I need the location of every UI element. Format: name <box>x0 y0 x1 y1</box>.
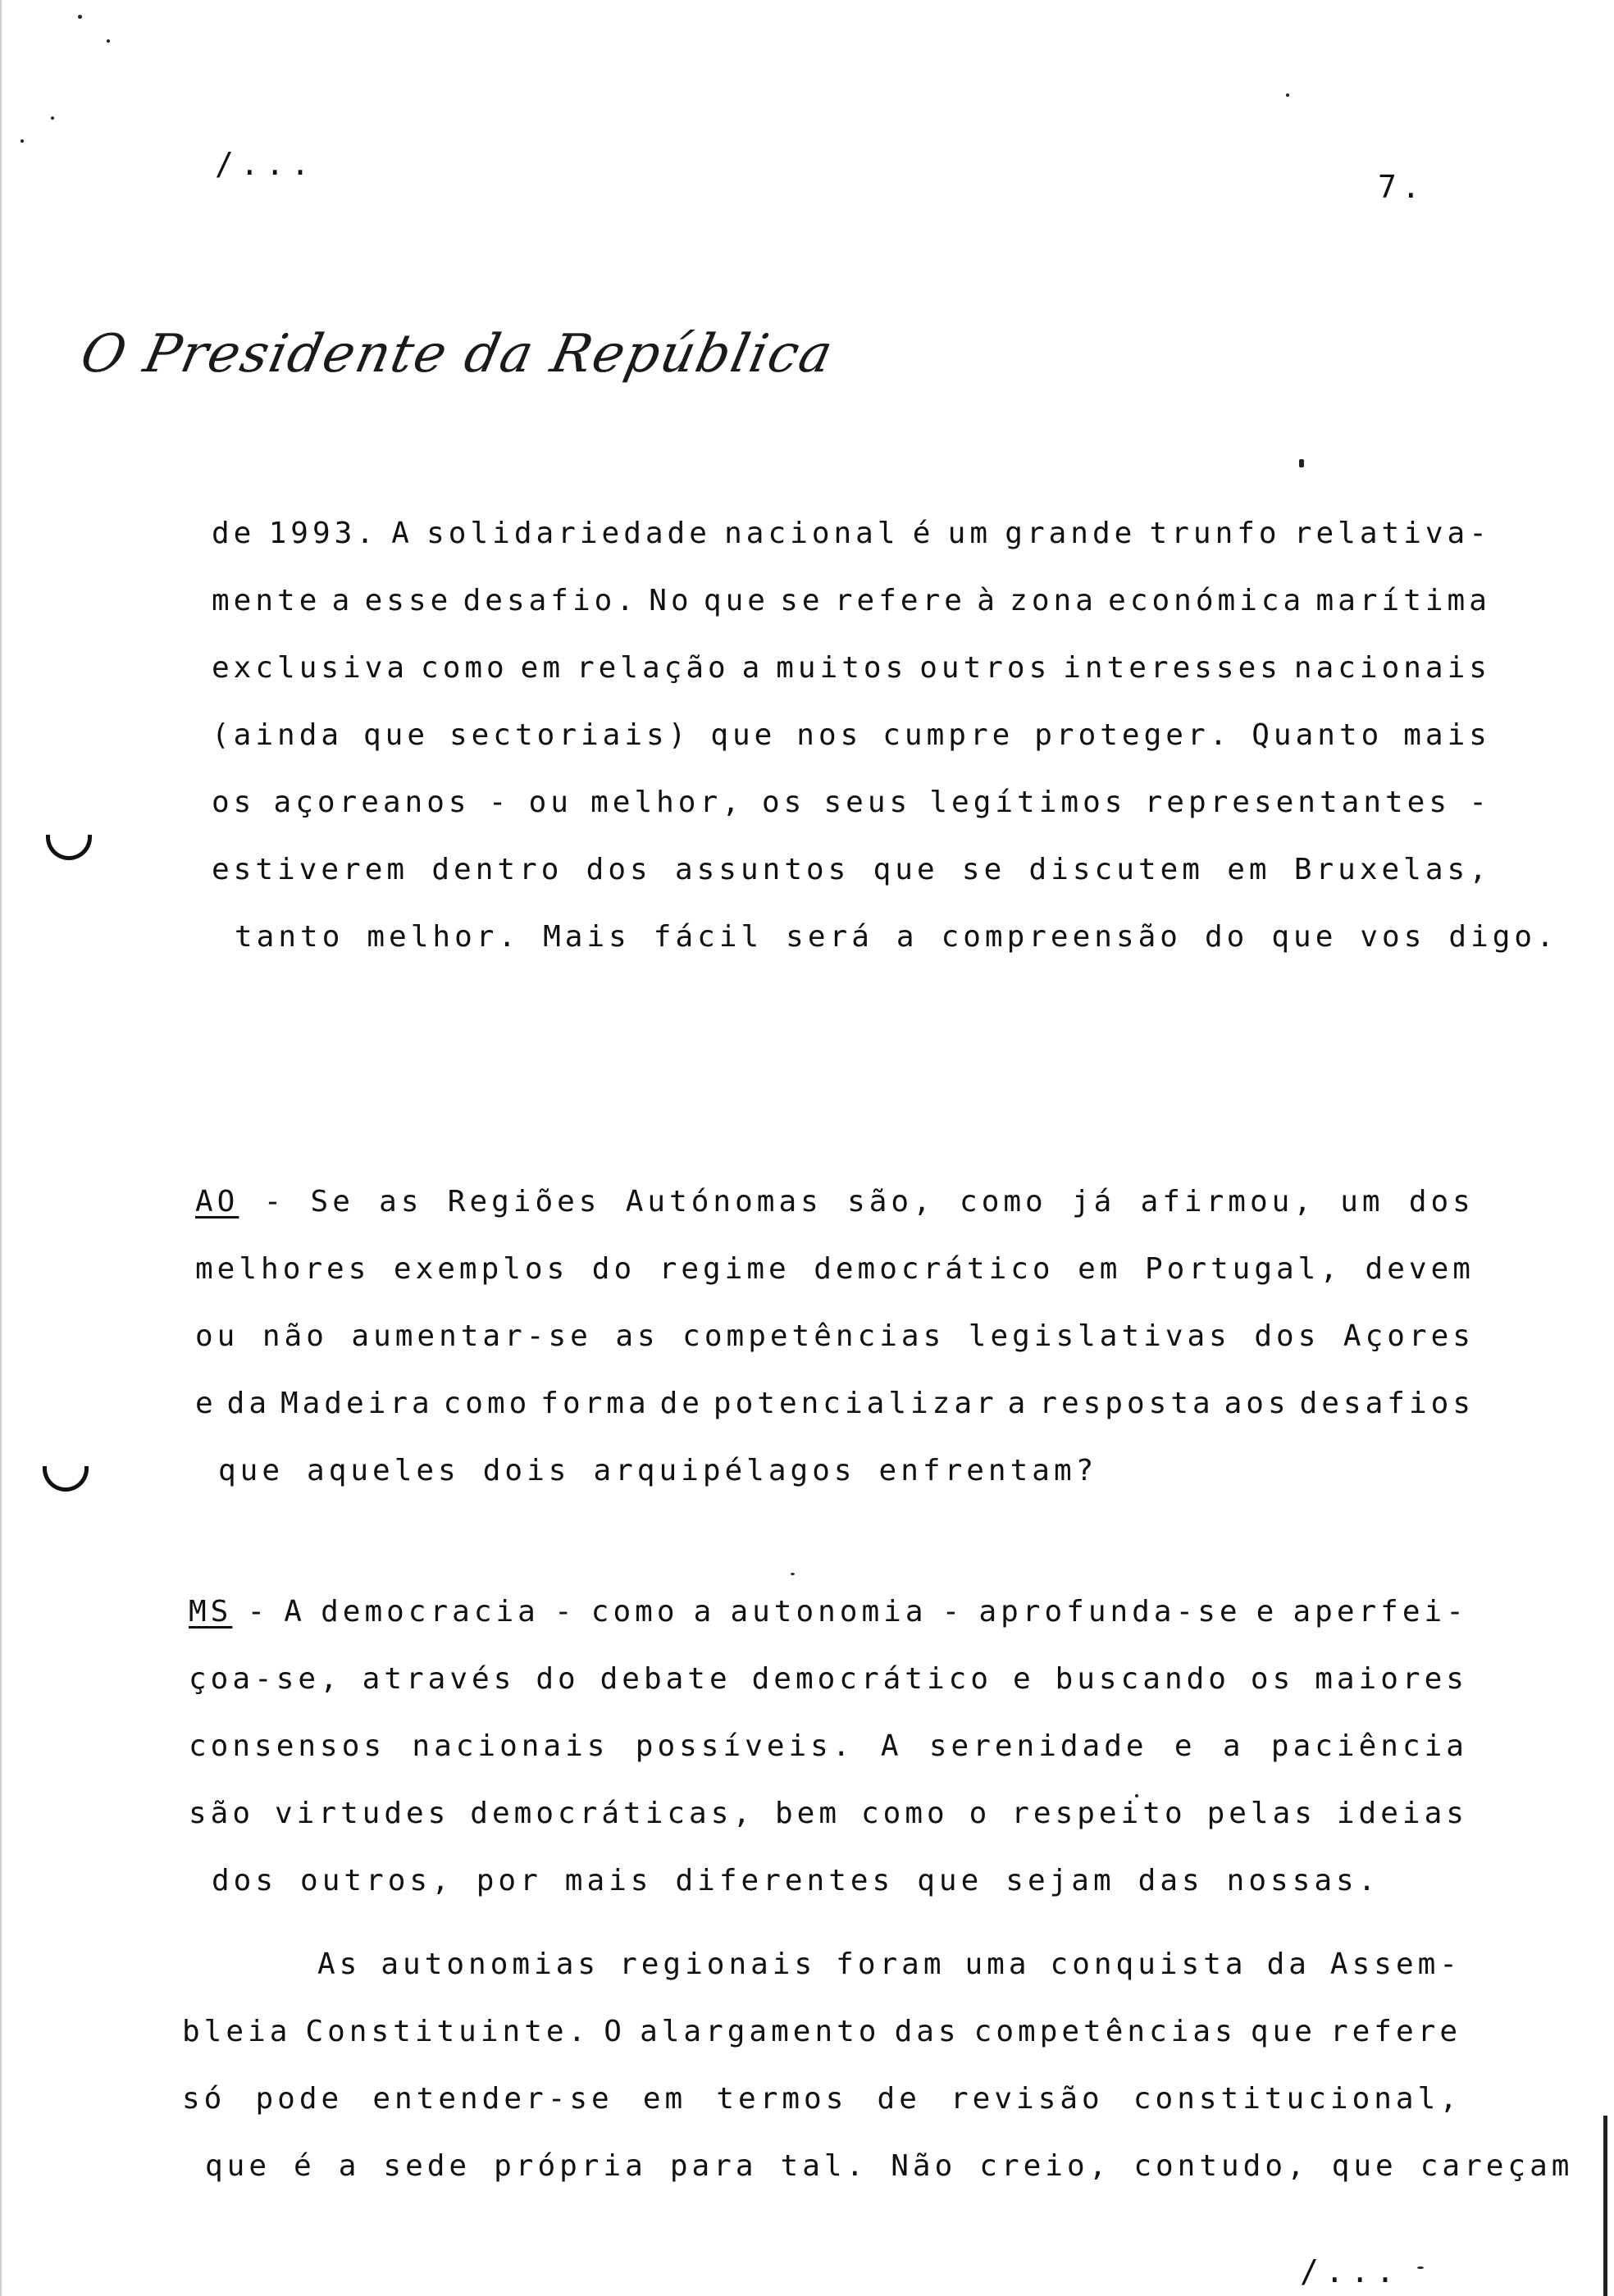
margin-check-mark <box>46 835 92 860</box>
text-line <box>182 2015 1461 2082</box>
word: consensos <box>189 1729 386 1763</box>
word: e <box>1174 1729 1197 1763</box>
word: se <box>780 584 824 617</box>
word: pelas <box>1206 1797 1316 1830</box>
word: à <box>977 584 999 617</box>
word: nos <box>796 718 863 752</box>
word: Constituinte. <box>305 2015 590 2048</box>
word: que <box>218 1454 285 1487</box>
word: sejam <box>1005 1864 1115 1897</box>
word: desafios <box>1299 1387 1475 1420</box>
text-line <box>212 651 1491 718</box>
continuation-mark-bottom: /... <box>1300 2253 1402 2289</box>
text-line <box>212 517 1491 584</box>
word: serenidade <box>928 1729 1148 1763</box>
text-line <box>195 1319 1475 1387</box>
word: debate <box>600 1662 732 1696</box>
word: Autónomas <box>625 1185 823 1219</box>
word: das <box>894 2015 960 2048</box>
word: do <box>536 1662 580 1696</box>
word: mais <box>1403 718 1491 752</box>
word: que <box>1271 920 1338 954</box>
text-line <box>195 1387 1475 1454</box>
page-number: 7. <box>1378 169 1425 205</box>
word: refere <box>1329 2015 1461 2048</box>
word: o <box>969 1797 992 1830</box>
word: e <box>195 1387 217 1420</box>
scan-left-edge <box>0 0 2 2296</box>
word: melhor, <box>590 786 744 819</box>
word: nacionais <box>1293 651 1491 685</box>
text-line <box>195 1185 1475 1252</box>
word: aos <box>1224 1387 1290 1420</box>
word: por <box>476 1864 542 1897</box>
word: bem <box>775 1797 841 1830</box>
word: A <box>284 1595 306 1629</box>
word: assuntos <box>674 853 850 886</box>
text-line <box>195 1454 1475 1521</box>
text-line <box>189 1797 1468 1864</box>
word: só <box>182 2082 226 2116</box>
text-line <box>212 853 1491 920</box>
word: - <box>263 1185 286 1219</box>
word: melhor. <box>367 920 521 954</box>
word: resposta <box>1039 1387 1215 1420</box>
scan-speck <box>1299 459 1304 467</box>
word: A <box>880 1729 903 1763</box>
word: potencializar <box>713 1387 998 1420</box>
word: que <box>362 718 430 752</box>
word: a <box>331 584 354 617</box>
word: devem <box>1365 1252 1475 1286</box>
word: 1993. <box>268 517 378 550</box>
word: já <box>1071 1185 1116 1219</box>
word: legítimos <box>929 786 1127 819</box>
word: buscando <box>1055 1662 1230 1696</box>
text-line <box>189 1864 1468 1931</box>
word: Se <box>310 1185 354 1219</box>
word: Não <box>891 2149 957 2183</box>
word: os <box>212 786 256 819</box>
word: democráticas, <box>470 1797 755 1830</box>
word: fácil <box>653 920 764 954</box>
word: careçam <box>1420 2149 1574 2183</box>
word: Quanto <box>1252 718 1384 752</box>
word: autonomias <box>381 1947 600 1981</box>
word: (ainda <box>212 718 344 752</box>
margin-check-mark <box>43 1466 89 1492</box>
word: que <box>917 1864 983 1897</box>
word: aprofunda-se <box>978 1595 1242 1629</box>
word: não <box>262 1319 328 1353</box>
word: creio, <box>979 2149 1111 2183</box>
letterhead-signature: O Presidente da República <box>75 324 840 385</box>
word: que <box>703 584 769 617</box>
word: que <box>1331 2149 1397 2183</box>
word: Regiões <box>447 1185 601 1219</box>
answer-block <box>189 1595 1468 1931</box>
word: entender-se <box>372 2082 613 2116</box>
word: grande <box>1005 517 1137 550</box>
word: muitos <box>776 651 908 685</box>
word: exclusiva <box>212 651 409 685</box>
word: - <box>247 1595 270 1629</box>
word: as <box>379 1185 423 1219</box>
continuation-mark-top: /... <box>215 146 317 182</box>
word: melhores <box>195 1252 371 1286</box>
word: do <box>591 1252 636 1286</box>
word: que <box>205 2149 271 2183</box>
word: nossas. <box>1226 1864 1380 1897</box>
word: trunfo <box>1149 517 1281 550</box>
word: a <box>741 651 764 685</box>
word: outros <box>919 651 1051 685</box>
word: a <box>338 2149 361 2183</box>
word: refere <box>834 584 966 617</box>
word: - <box>1469 786 1491 819</box>
word: competências <box>973 2015 1237 2048</box>
word: dos <box>212 1864 278 1897</box>
word: nacional <box>724 517 900 550</box>
scan-speck <box>51 116 54 120</box>
word: possíveis. <box>635 1729 855 1763</box>
word: Açores <box>1343 1319 1475 1353</box>
word: diferentes <box>675 1864 895 1897</box>
word: dos <box>586 853 652 886</box>
word: que <box>873 853 939 886</box>
word: de <box>659 1387 704 1420</box>
word: como <box>443 1387 531 1420</box>
scan-speck <box>1286 93 1289 97</box>
paragraph-1 <box>212 517 1558 987</box>
word: contudo, <box>1133 2149 1309 2183</box>
word: çoa-se, <box>189 1662 342 1696</box>
word: de <box>877 2082 921 2116</box>
word: em <box>520 651 565 685</box>
text-line <box>212 920 1558 987</box>
word: regionais <box>619 1947 817 1981</box>
text-line <box>189 1729 1468 1797</box>
word: de <box>212 517 256 550</box>
word: em <box>1227 853 1271 886</box>
word: será <box>786 920 873 954</box>
scan-speck <box>21 139 24 143</box>
word: das <box>1138 1864 1204 1897</box>
word: alargamento <box>640 2015 881 2048</box>
word: é <box>294 2149 316 2183</box>
word: A <box>391 517 413 550</box>
word: representantes <box>1144 786 1452 819</box>
word: própria <box>494 2149 647 2183</box>
word: a <box>693 1595 716 1629</box>
word: bleia <box>182 2015 292 2048</box>
word: respeito <box>1011 1797 1187 1830</box>
word: enfrentam? <box>878 1454 1098 1487</box>
text-line <box>189 1662 1468 1729</box>
word: dois <box>482 1454 571 1487</box>
word: através <box>362 1662 516 1696</box>
word: são <box>189 1797 255 1830</box>
text-line <box>212 786 1491 853</box>
word: a <box>1222 1729 1245 1763</box>
word: pode <box>255 2082 344 2116</box>
word: um <box>947 517 992 550</box>
word: aumentar-se <box>351 1319 592 1353</box>
word: a <box>1007 1387 1030 1420</box>
word: que <box>710 718 777 752</box>
word: mais <box>564 1864 653 1897</box>
word: da <box>1266 1947 1311 1981</box>
word: outros, <box>300 1864 454 1897</box>
scan-speck <box>107 39 110 43</box>
word: democracia <box>321 1595 540 1629</box>
word: revisão <box>951 2082 1104 2116</box>
word: ideias <box>1336 1797 1468 1830</box>
word: a <box>896 920 919 954</box>
text-line <box>212 584 1491 651</box>
word: interesses <box>1063 651 1282 685</box>
word: esse <box>364 584 453 617</box>
word: zona <box>1010 584 1097 617</box>
word: digo. <box>1448 920 1558 954</box>
paragraph-2 <box>182 1947 1574 2216</box>
text-line <box>195 1252 1475 1319</box>
word: aperfei- <box>1293 1595 1468 1629</box>
word: como <box>421 651 508 685</box>
word: constitucional, <box>1133 2082 1461 2116</box>
word: ou <box>195 1319 239 1353</box>
word: afirmou, <box>1140 1185 1315 1219</box>
word: conquista <box>1050 1947 1247 1981</box>
word: seus <box>823 786 912 819</box>
word: Madeira <box>280 1387 434 1420</box>
word: e <box>1256 1595 1279 1629</box>
word: e <box>1012 1662 1035 1696</box>
word: democrático <box>814 1252 1055 1286</box>
word: marítima <box>1315 584 1491 617</box>
word: Mais <box>543 920 631 954</box>
word: os <box>1250 1662 1295 1696</box>
word: em <box>1078 1252 1122 1286</box>
word: legislativas <box>968 1319 1231 1353</box>
word: exemplos <box>393 1252 569 1286</box>
word: arquipélagos <box>593 1454 856 1487</box>
word: como <box>590 1595 679 1629</box>
word: mente <box>212 584 321 617</box>
word: cumpre <box>882 718 1014 752</box>
word: Portugal, <box>1144 1252 1343 1286</box>
text-line <box>189 1595 1468 1662</box>
word: compreensão <box>941 920 1182 954</box>
word: termos <box>716 2082 848 2116</box>
word: dos <box>1408 1185 1475 1219</box>
word: O <box>604 2015 626 2048</box>
speaker-label: AO <box>195 1185 239 1219</box>
text-line <box>182 2082 1461 2149</box>
word: dentro <box>431 853 563 886</box>
word: foram <box>836 1947 946 1981</box>
word: relação <box>576 651 730 685</box>
word: estiverem <box>212 853 409 886</box>
word: discutem <box>1028 853 1204 886</box>
word: Bruxelas, <box>1293 853 1491 886</box>
text-line <box>182 2149 1574 2216</box>
word: um <box>1340 1185 1384 1219</box>
scan-speck <box>78 15 82 19</box>
text-line <box>212 718 1491 786</box>
word: maiores <box>1315 1662 1468 1696</box>
word: as <box>615 1319 659 1353</box>
word: tal. <box>780 2149 869 2183</box>
word: No <box>649 584 693 617</box>
word: são, <box>847 1185 935 1219</box>
word: do <box>1204 920 1249 954</box>
word: competências <box>682 1319 946 1353</box>
word: nacionais <box>412 1729 609 1763</box>
word: aqueles <box>307 1454 460 1487</box>
word: da <box>226 1387 271 1420</box>
word: - <box>554 1595 577 1629</box>
word: em <box>642 2082 687 2116</box>
word: se <box>961 853 1006 886</box>
word: forma <box>540 1387 650 1420</box>
text-line <box>182 1947 1461 2015</box>
word: desafio. <box>463 584 638 617</box>
word: é <box>912 517 935 550</box>
word: regime <box>659 1252 791 1286</box>
scan-speck <box>791 1573 795 1575</box>
word: virtudes <box>274 1797 450 1830</box>
word: democrático <box>751 1662 993 1696</box>
word: que <box>1250 2015 1316 2048</box>
question-block <box>195 1185 1475 1521</box>
word: - <box>488 786 511 819</box>
word: como <box>960 1185 1047 1219</box>
word: autonomia <box>730 1595 928 1629</box>
word: como <box>860 1797 949 1830</box>
word: Assem- <box>1329 1947 1461 1981</box>
word: dos <box>1254 1319 1320 1353</box>
word: ou <box>528 786 572 819</box>
word: sectoriais) <box>449 718 691 752</box>
word: As <box>317 1947 362 1981</box>
word: proteger. <box>1034 718 1232 752</box>
word: tanto <box>235 920 344 954</box>
word: sede <box>383 2149 472 2183</box>
word: solidariedade <box>426 517 711 550</box>
word: açoreanos <box>273 786 471 819</box>
word: - <box>942 1595 964 1629</box>
scan-speck <box>1417 2266 1424 2269</box>
speaker-label: MS <box>189 1595 233 1629</box>
word: paciência <box>1270 1729 1468 1763</box>
word: uma <box>964 1947 1031 1981</box>
word: os <box>761 786 806 819</box>
word: económica <box>1108 584 1306 617</box>
word: relativa- <box>1293 517 1491 550</box>
word: vos <box>1360 920 1426 954</box>
scan-right-edge <box>1603 2116 1607 2296</box>
word: para <box>669 2149 758 2183</box>
